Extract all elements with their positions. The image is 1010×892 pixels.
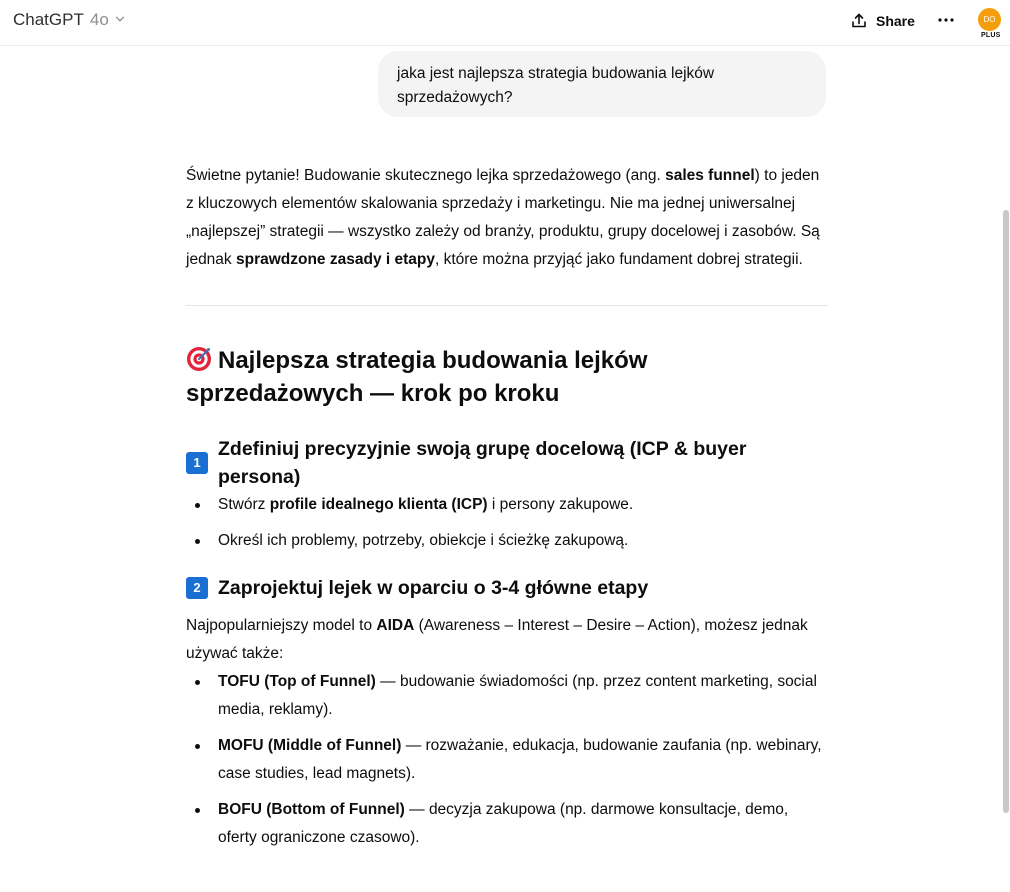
assistant-message [186,162,828,852]
step2-heading: 2 Zaprojektuj lejek w oparciu o 3-4 główne etapy [186,574,828,602]
keycap-2-icon: 2 [186,577,208,599]
list-item: MOFU (Middle of Funnel) — rozważanie, edukacja, budowanie zaufania (np. webinary, case studies, lead magnets). [186,732,828,788]
plan-badge: PLUS [981,32,1001,39]
step1-heading: 1 Zdefiniuj precyzyjnie swoją grupę docelową (ICP & buyer persona) [186,435,828,491]
model-selector[interactable] [13,10,125,30]
funnel-stages-list [186,668,828,852]
more-horizontal-icon [937,17,955,23]
share-button[interactable] [850,8,915,34]
scrollbar-thumb[interactable] [1003,210,1009,813]
step1-list [186,491,828,555]
intro-paragraph: Świetne pytanie! Budowanie skutecznego lejka sprzedażowego (ang. sales funnel) to jeden z kluczowych elementów skalowania sprzedaży i marketingu. Nie ma jednej uniwersalnej „najlepszej” strategii — wszystko zależy od branży, produktu, grupy docelowej i zasobów. Są jednak sprawdzone zasady i etapy, które można przyjąć jako fundament dobrej strategii. [186,167,820,268]
list-item: Stwórz profile idealnego klienta (ICP) i persony zakupowe. [186,491,828,519]
keycap-1-icon: 1 [186,452,208,474]
main-heading: Najlepsza strategia budowania lejków sprzedażowych — krok po kroku [186,347,648,407]
avatar[interactable]: DO [978,8,1001,31]
target-dart-icon [186,346,212,372]
chevron-down-icon [115,14,125,24]
share-upload-icon [850,12,868,30]
list-item: BOFU (Bottom of Funnel) — decyzja zakupowa (np. darmowe konsultacje, demo, oferty ograniczone czasowo). [186,796,828,852]
step2-paragraph: Najpopularniejszy model to AIDA (Awareness – Interest – Desire – Action), możesz jednak używać także: [186,617,808,662]
more-options-button[interactable] [934,10,958,30]
model-version: 4o [89,10,109,29]
top-bar [0,0,1010,46]
share-label: Share [876,13,915,29]
user-message: jaka jest najlepsza strategia budowania lejków sprzedażowych? [378,51,826,117]
divider [186,305,828,306]
list-item: TOFU (Top of Funnel) — budowanie świadomości (np. przez content marketing, social media, reklamy). [186,668,828,724]
list-item: Określ ich problemy, potrzeby, obiekcje i ścieżkę zakupową. [186,527,828,555]
model-name: ChatGPT [13,10,84,29]
